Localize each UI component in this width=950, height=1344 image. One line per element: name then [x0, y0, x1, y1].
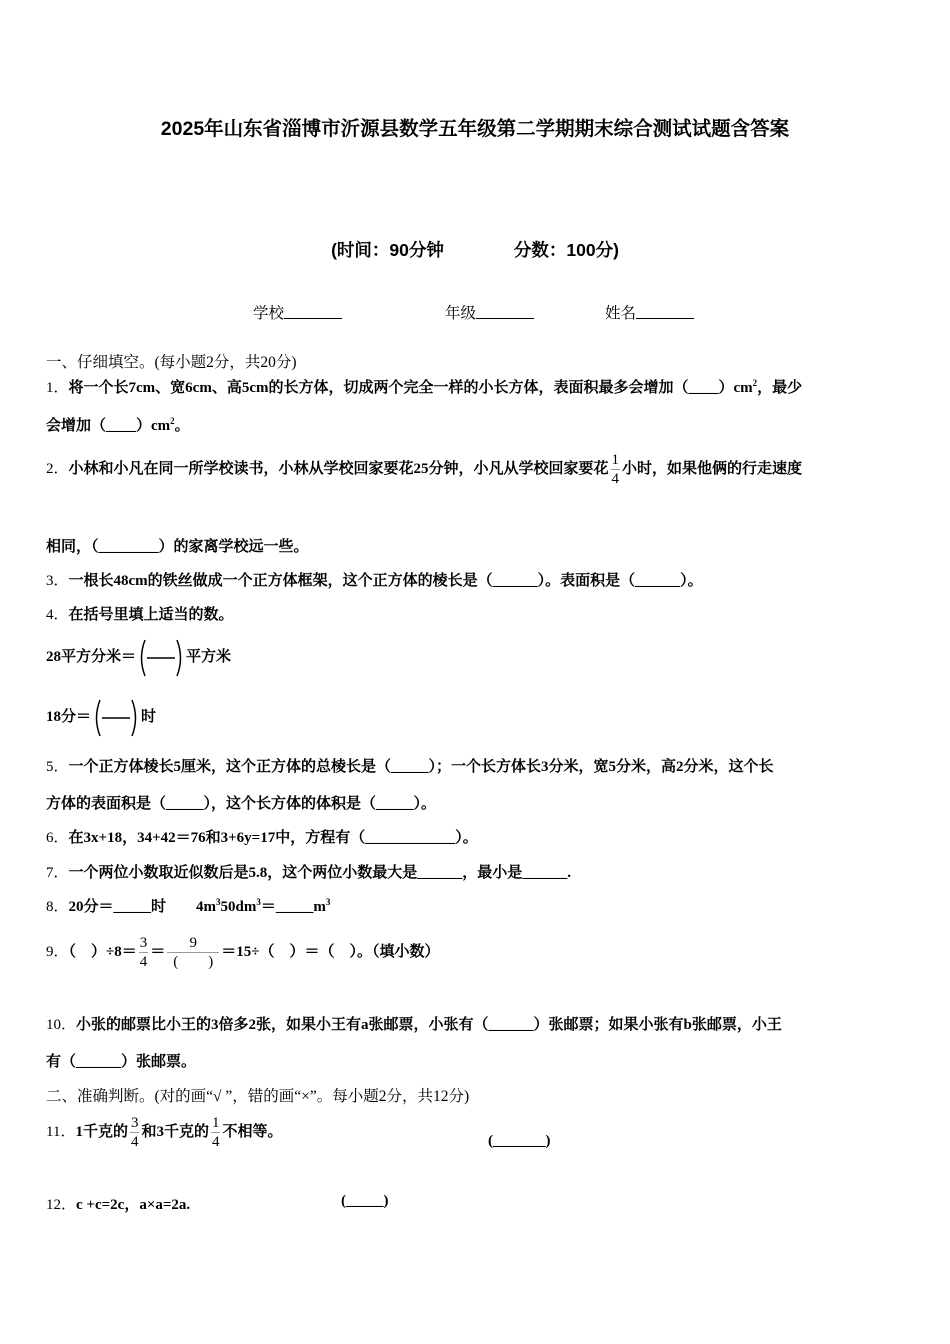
question-7: 7．一个两位小数取近似数后是5.8，这个两位小数最大是______，最小是______.: [46, 865, 572, 881]
fraction: $\frac{1}{4}$: [611, 452, 620, 488]
exam-time: (时间：90分钟: [331, 240, 444, 260]
question-3: 3．一根长48cm的铁丝做成一个正方体框架，这个正方体的棱长是（______）。表面积是（______）。: [46, 573, 703, 589]
name-label: 姓名: [605, 305, 637, 322]
exam-info: [0, 237, 950, 262]
fraction: $\frac{1}{4}$: [211, 1115, 220, 1151]
question-9: 9．（ ）÷8＝ $\frac{3}{4}$ ＝ $\frac{9}{( )}$ ＝15÷（ ）＝（ ）。（填小数）: [46, 935, 440, 971]
section2-heading: 二、准确判断。(对的画“√ ”，错的画“×”。每小题2分，共12分): [46, 1088, 470, 1105]
grade-blank[interactable]: [476, 304, 534, 319]
question-1-line1: 1．将一个长7cm、宽6cm、高5cm的长方体，切成两个完全一样的小长方体，表面积最多会增加$(\_\_\_\_)cm^2$，最少: [46, 378, 803, 396]
question-5-line1: 5．一个正方体棱长5厘米，这个正方体的总棱长是（_____）；一个长方体长3分米，宽5分米，高2分米，这个长: [46, 759, 774, 775]
question-2-line1: 2．小林和小凡在同一所学校读书，小林从学校回家要花25分钟，小凡从学校回家要花 $\frac{1}{4}$ 小时，如果他俩的行走速度: [46, 452, 803, 488]
question-5-line2: 方体的表面积是（_____），这个长方体的体积是（_____）。: [46, 796, 437, 812]
section1-heading: 一、仔细填空。(每小题2分，共20分): [46, 354, 297, 371]
question-4-line-a: 28平方分米＝ 平方米: [46, 636, 231, 678]
fraction-blank[interactable]: $\frac{9}{( )}$: [167, 934, 219, 971]
grade-label: 年级: [445, 305, 477, 322]
question-10-line2: 有（______）张邮票。: [46, 1054, 197, 1070]
blank-fraction[interactable]: [137, 638, 185, 678]
question-8: 8．20分＝_____时 $4m^350dm^3=\_\_\_\_\_m^3$: [46, 897, 331, 915]
school-field: [253, 301, 342, 323]
school-blank[interactable]: [284, 304, 342, 319]
fraction: $\frac{3}{4}$: [139, 935, 148, 971]
page-title: 2025年山东省淄博市沂源县数学五年级第二学期期末综合测试试题含答案: [160, 118, 790, 140]
school-label: 学校: [253, 305, 285, 322]
question-number: 1．: [46, 380, 69, 396]
question-4: 4．在括号里填上适当的数。: [46, 607, 234, 623]
question-4-line-b: 18分＝ 时: [46, 696, 156, 738]
question-10-line1: 10．小张的邮票比小王的3倍多2张，如果小王有a张邮票，小张有（______）张邮票；如果小张有b张邮票，小王: [46, 1017, 782, 1033]
name-field: [605, 301, 694, 323]
question-2-line2: 相同，（________）的家离学校远一些。: [46, 539, 309, 555]
question-6: 6．在3x+18，34+42＝76和3+6y=17中，方程有（____________）。: [46, 830, 478, 846]
fraction: $\frac{3}{4}$: [130, 1115, 139, 1151]
grade-field: [445, 301, 534, 323]
question-11: 11．1千克的 $\frac{3}{4}$ 和3千克的 $\frac{1}{4}$ 不相等。: [46, 1115, 283, 1151]
name-blank[interactable]: [636, 304, 694, 319]
exam-score: 分数：100分): [513, 240, 619, 260]
blank-fraction[interactable]: [92, 698, 140, 738]
question-12-answer[interactable]: (_____): [341, 1193, 389, 1209]
question-1-line2: 会增加$(\_\_\_\_)cm^2$。: [46, 416, 190, 434]
question-11-answer[interactable]: (_______): [488, 1133, 551, 1149]
question-12: 12．c +c=2c，a×a=2a.: [46, 1197, 191, 1213]
